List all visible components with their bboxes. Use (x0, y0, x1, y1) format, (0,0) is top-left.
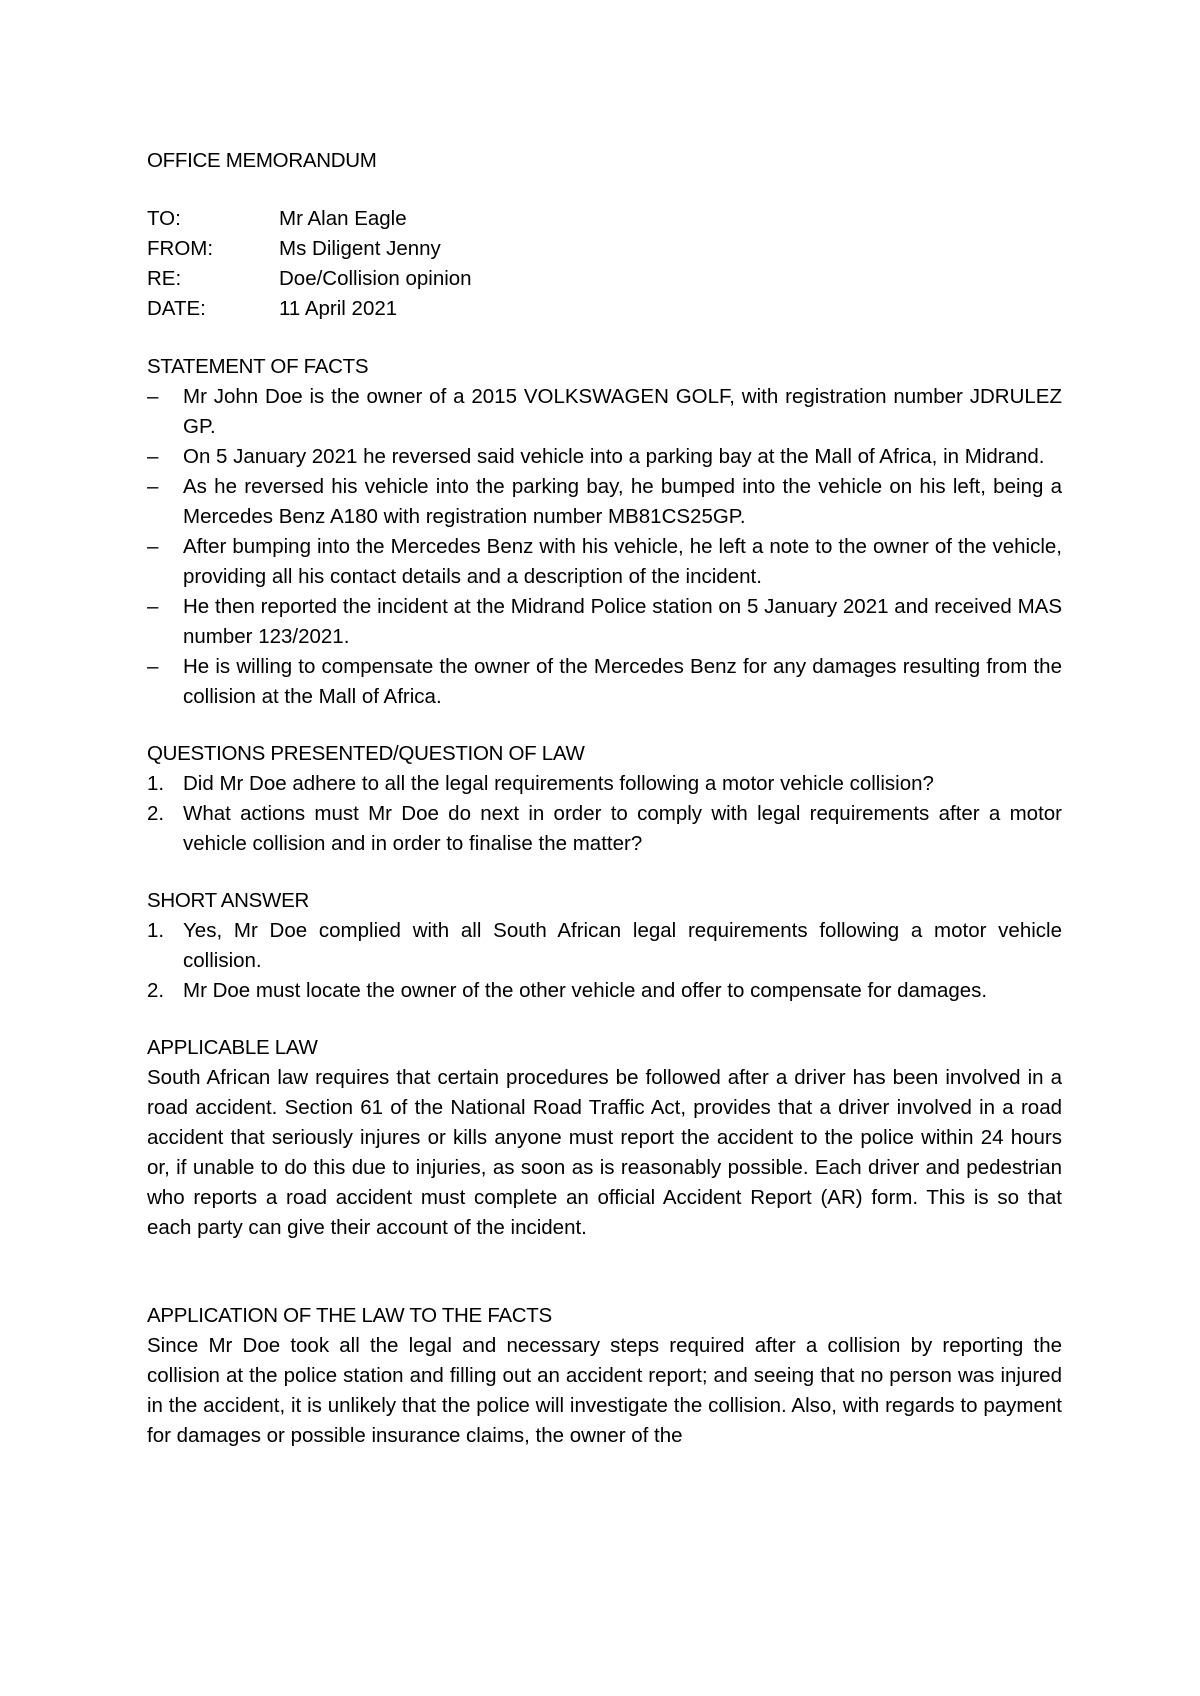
list-item (147, 592, 1062, 652)
list-item (147, 382, 1062, 442)
list-number: 2. (147, 979, 165, 1002)
header-row-from (147, 234, 1062, 264)
dash-bullet: – (147, 535, 159, 558)
list-item (147, 532, 1062, 592)
list-number: 1. (147, 772, 165, 795)
questions-section (147, 739, 1062, 859)
header-value: Mr Alan Eagle (279, 207, 407, 230)
header-label: DATE: (147, 297, 206, 320)
questions-list (147, 769, 1062, 859)
memo-page (147, 146, 1062, 1451)
list-item-text: As he reversed his vehicle into the parking bay, he bumped into the vehicle on his left, being a Mercedes Benz A180 with registration number MB81CS25GP. (183, 475, 1062, 528)
list-item (147, 799, 1062, 859)
short-answer-section (147, 886, 1062, 1006)
header-row-to (147, 204, 1062, 234)
memo-header (147, 204, 1062, 324)
list-item-text: Mr John Doe is the owner of a 2015 VOLKSWAGEN GOLF, with registration number JDRULEZ GP. (183, 385, 1062, 438)
header-row-date (147, 294, 1062, 324)
list-number: 1. (147, 919, 165, 942)
applicable-law-heading: APPLICABLE LAW (147, 1036, 318, 1059)
list-item-text: On 5 January 2021 he reversed said vehicle into a parking bay at the Mall of Africa, in Midrand. (183, 445, 1045, 468)
applicable-law-section (147, 1033, 1062, 1243)
list-item-text: Yes, Mr Doe complied with all South African legal requirements following a motor vehicle collision. (183, 919, 1062, 972)
list-item-text: Mr Doe must locate the owner of the other vehicle and offer to compensate for damages. (183, 979, 988, 1002)
memo-title: OFFICE MEMORANDUM (147, 149, 377, 172)
facts-section (147, 352, 1062, 712)
header-value: Ms Diligent Jenny (279, 237, 441, 260)
header-row-re (147, 264, 1062, 294)
list-item (147, 472, 1062, 532)
facts-list (147, 382, 1062, 712)
list-item (147, 976, 1062, 1006)
list-item (147, 916, 1062, 976)
short-answer-heading: SHORT ANSWER (147, 889, 309, 912)
facts-heading: STATEMENT OF FACTS (147, 355, 369, 378)
dash-bullet: – (147, 445, 159, 468)
list-item-text: He is willing to compensate the owner of the Mercedes Benz for any damages resulting from the collision at the Mall of Africa. (183, 655, 1062, 708)
application-heading: APPLICATION OF THE LAW TO THE FACTS (147, 1304, 552, 1327)
list-item-text: He then reported the incident at the Midrand Police station on 5 January 2021 and received MAS number 123/2021. (183, 595, 1062, 648)
list-item (147, 442, 1062, 472)
header-value: Doe/Collision opinion (279, 267, 472, 290)
list-item-text: Did Mr Doe adhere to all the legal requirements following a motor vehicle collision? (183, 772, 934, 795)
header-value: 11 April 2021 (279, 297, 398, 320)
header-label: RE: (147, 267, 182, 290)
list-item-text: After bumping into the Mercedes Benz with his vehicle, he left a note to the owner of the vehicle, providing all his contact details and a description of the incident. (183, 535, 1062, 588)
header-label: TO: (147, 207, 181, 230)
list-item-text: What actions must Mr Doe do next in order to comply with legal requirements after a motor vehicle collision and in order to finalise the matter? (183, 802, 1062, 855)
application-text: Since Mr Doe took all the legal and necessary steps required after a collision by reporting the collision at the police station and filling out an accident report; and seeing that no person was injured in the accident, it is unlikely that the police will investigate the collision. Also, with regards to payment for damages or possible insurance claims, the owner of the (147, 1334, 1062, 1447)
list-number: 2. (147, 802, 165, 825)
applicable-law-text: South African law requires that certain procedures be followed after a driver has been involved in a road accident. Section 61 of the National Road Traffic Act, provides that a driver involved in a road accident that seriously injures or kills anyone must report the accident to the police within 24 hours or, if unable to do this due to injuries, as soon as is reasonably possible. Each driver and pedestrian who reports a road accident must complete an official Accident Report (AR) form. This is so that each party can give their account of the incident. (147, 1066, 1062, 1239)
application-section (147, 1301, 1062, 1451)
dash-bullet: – (147, 385, 159, 408)
dash-bullet: – (147, 475, 159, 498)
header-label: FROM: (147, 237, 214, 260)
list-item (147, 769, 1062, 799)
list-item (147, 652, 1062, 712)
questions-heading: QUESTIONS PRESENTED/QUESTION OF LAW (147, 742, 585, 765)
short-answer-list (147, 916, 1062, 1006)
dash-bullet: – (147, 595, 159, 618)
dash-bullet: – (147, 655, 159, 678)
